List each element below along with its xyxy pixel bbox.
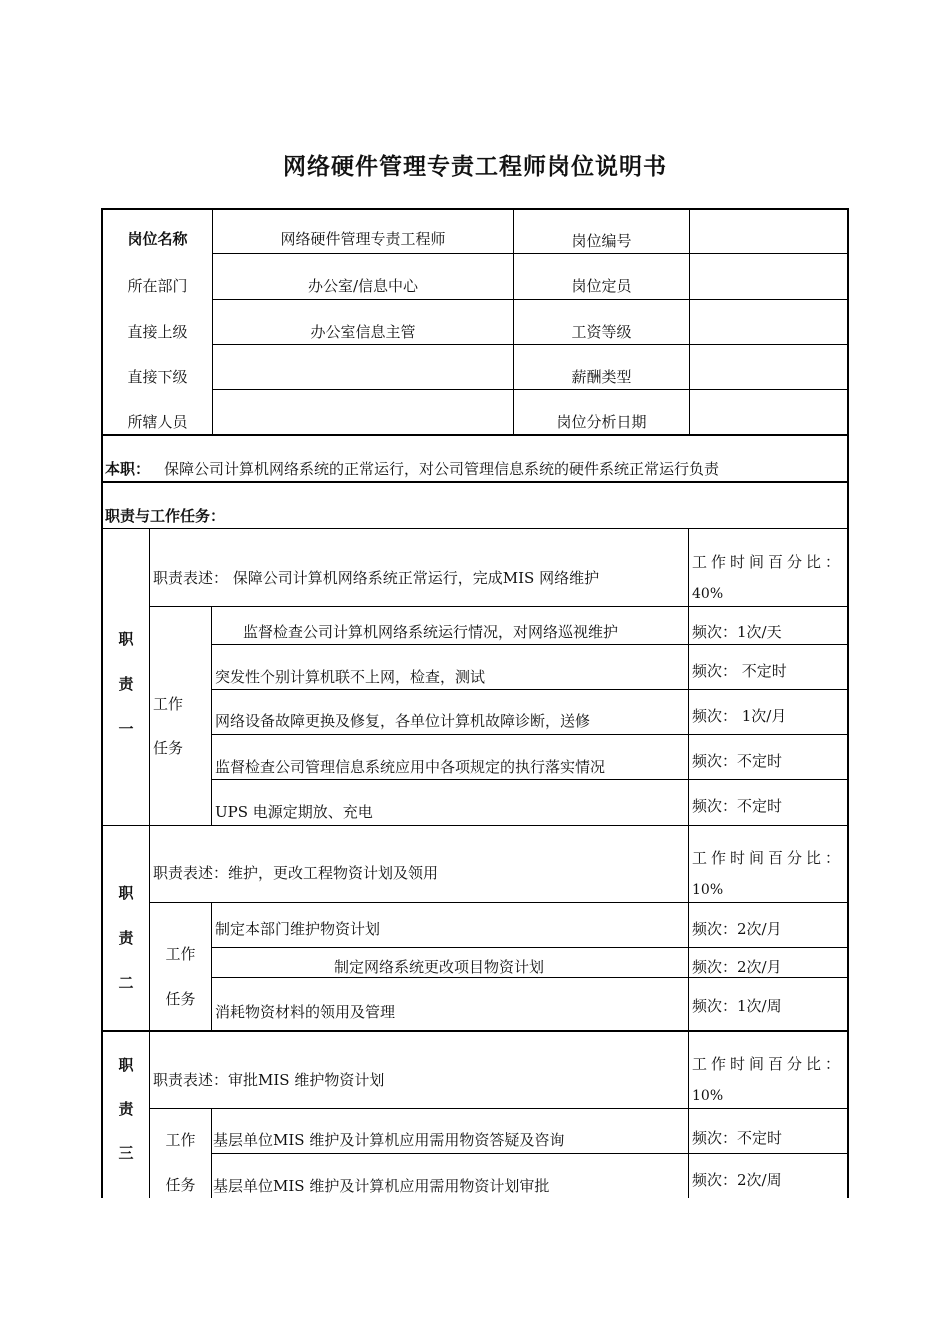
work-task-label: 工作	[153, 695, 184, 713]
duty1-task: 突发性个别计算机联不上网，检查，测试	[215, 668, 486, 686]
subordinate-label: 直接下级	[127, 368, 188, 386]
grid-line	[211, 1153, 848, 1154]
grid-line	[212, 299, 848, 300]
grid-line	[149, 528, 150, 1198]
duty2-statement: 职责表述：维护，更改工程物资计划及领用	[153, 864, 439, 882]
post-name-label: 岗位名称	[127, 230, 188, 248]
duty2-task: 制定网络系统更改项目物资计划	[334, 958, 545, 976]
duty1-char: 职	[118, 630, 134, 648]
grid-line	[212, 389, 848, 390]
work-task-label: 工作	[165, 1131, 196, 1149]
duty3-pct-label: 工作时间百分比：	[692, 1055, 845, 1073]
superior-value: 办公室信息主管	[310, 323, 416, 341]
mission-text: 保障公司计算机网络系统的正常运行，对公司管理信息系统的硬件系统正常运行负责	[164, 460, 720, 478]
duty2-task: 制定本部门维护物资计划	[215, 920, 381, 938]
duty3-task: 基层单位MIS 维护及计算机应用需用物资计划审批	[213, 1177, 550, 1195]
grid-line	[211, 606, 212, 825]
duty1-task-freq: 频次：1次/天	[692, 623, 782, 641]
grid-line	[212, 253, 848, 254]
table-border-right	[847, 208, 849, 1198]
duties-header: 职责与工作任务：	[105, 507, 226, 525]
pay-type-label: 薪酬类型	[571, 368, 632, 386]
duty2-task: 消耗物资材料的领用及管理	[215, 1003, 396, 1021]
post-name-value: 网络硬件管理专责工程师	[280, 230, 446, 248]
duty1-pct-label: 工作时间百分比：	[692, 553, 845, 571]
work-task-label: 工作	[165, 945, 196, 963]
grid-line	[689, 208, 690, 435]
grid-line	[149, 606, 848, 607]
duty1-task-freq: 频次：不定时	[692, 752, 783, 770]
duty3-label	[103, 1054, 149, 1174]
work-task-label: 任务	[165, 990, 196, 1008]
duty2-pct-value: 10%	[692, 882, 724, 898]
duty2-task-freq: 频次：1次/周	[692, 997, 782, 1015]
grid-line	[101, 825, 849, 826]
duty3-char: 责	[118, 1100, 134, 1118]
duty2-task-freq: 频次：2次/月	[692, 920, 782, 938]
duty2-label	[103, 882, 149, 1002]
staff-label: 所辖人员	[127, 413, 188, 431]
page-title: 网络硬件管理专责工程师岗位说明书	[283, 154, 667, 180]
duty1-task: 监督检查公司管理信息系统应用中各项规定的执行落实情况	[215, 758, 606, 776]
department-value: 办公室/信息中心	[307, 277, 419, 295]
duty2-pct-label: 工作时间百分比：	[692, 849, 845, 867]
work-task-label: 任务	[153, 739, 184, 757]
department-label: 所在部门	[127, 277, 188, 295]
duty1-task-freq: 频次： 不定时	[692, 662, 787, 680]
duty3-statement: 职责表述：审批MIS 维护物资计划	[153, 1071, 385, 1089]
duty1-task: 网络设备故障更换及修复，各单位计算机故障诊断，送修	[215, 712, 591, 730]
duty2-char: 二	[118, 974, 134, 992]
duty3-char: 三	[118, 1144, 134, 1162]
duty1-task: UPS 电源定期放、充电	[215, 803, 373, 821]
grid-line	[688, 528, 689, 1198]
grid-line	[211, 644, 848, 645]
grid-line	[211, 734, 848, 735]
grid-line	[212, 344, 848, 345]
grid-line	[211, 947, 848, 948]
post-code-label: 岗位编号	[571, 232, 632, 250]
duty1-pct-value: 40%	[692, 586, 724, 602]
duty1-task: 监督检查公司计算机网络系统运行情况，对网络巡视维护	[243, 623, 619, 641]
duty1-label	[103, 628, 149, 748]
work-task-label: 任务	[165, 1176, 196, 1194]
analysis-date-label: 岗位分析日期	[556, 413, 647, 431]
job-description-table	[101, 208, 849, 1198]
duty2-char: 责	[118, 929, 134, 947]
duty1-statement: 职责表述： 保障公司计算机网络系统正常运行，完成MIS 网络维护	[153, 569, 600, 587]
grid-line	[149, 902, 848, 903]
duty1-task-freq: 频次：不定时	[692, 797, 783, 815]
superior-label: 直接上级	[127, 323, 188, 341]
salary-grade-label: 工资等级	[571, 323, 632, 341]
duty3-task-freq: 频次：2次/周	[692, 1171, 782, 1189]
duty3-task: 基层单位MIS 维护及计算机应用需用物资答疑及咨询	[213, 1131, 565, 1149]
grid-line	[101, 434, 849, 436]
duty3-char: 职	[118, 1056, 134, 1074]
headcount-label: 岗位定员	[571, 277, 632, 295]
duty1-char: 责	[118, 675, 134, 693]
grid-line	[149, 1108, 848, 1109]
mission-label: 本职：	[105, 460, 151, 478]
duty3-pct-value: 10%	[692, 1088, 724, 1104]
duty2-char: 职	[118, 884, 134, 902]
grid-line	[211, 902, 212, 1030]
grid-line	[101, 1030, 849, 1032]
duty3-task-freq: 频次：不定时	[692, 1129, 783, 1147]
grid-line	[211, 977, 848, 978]
grid-line	[211, 779, 848, 780]
grid-line	[101, 528, 849, 529]
grid-line	[211, 689, 848, 690]
duty1-char: 一	[118, 720, 134, 738]
duty1-task-freq: 频次： 1次/月	[692, 707, 787, 725]
grid-line	[101, 481, 849, 483]
duty2-task-freq: 频次：2次/月	[692, 958, 782, 976]
table-border-top	[101, 208, 849, 210]
